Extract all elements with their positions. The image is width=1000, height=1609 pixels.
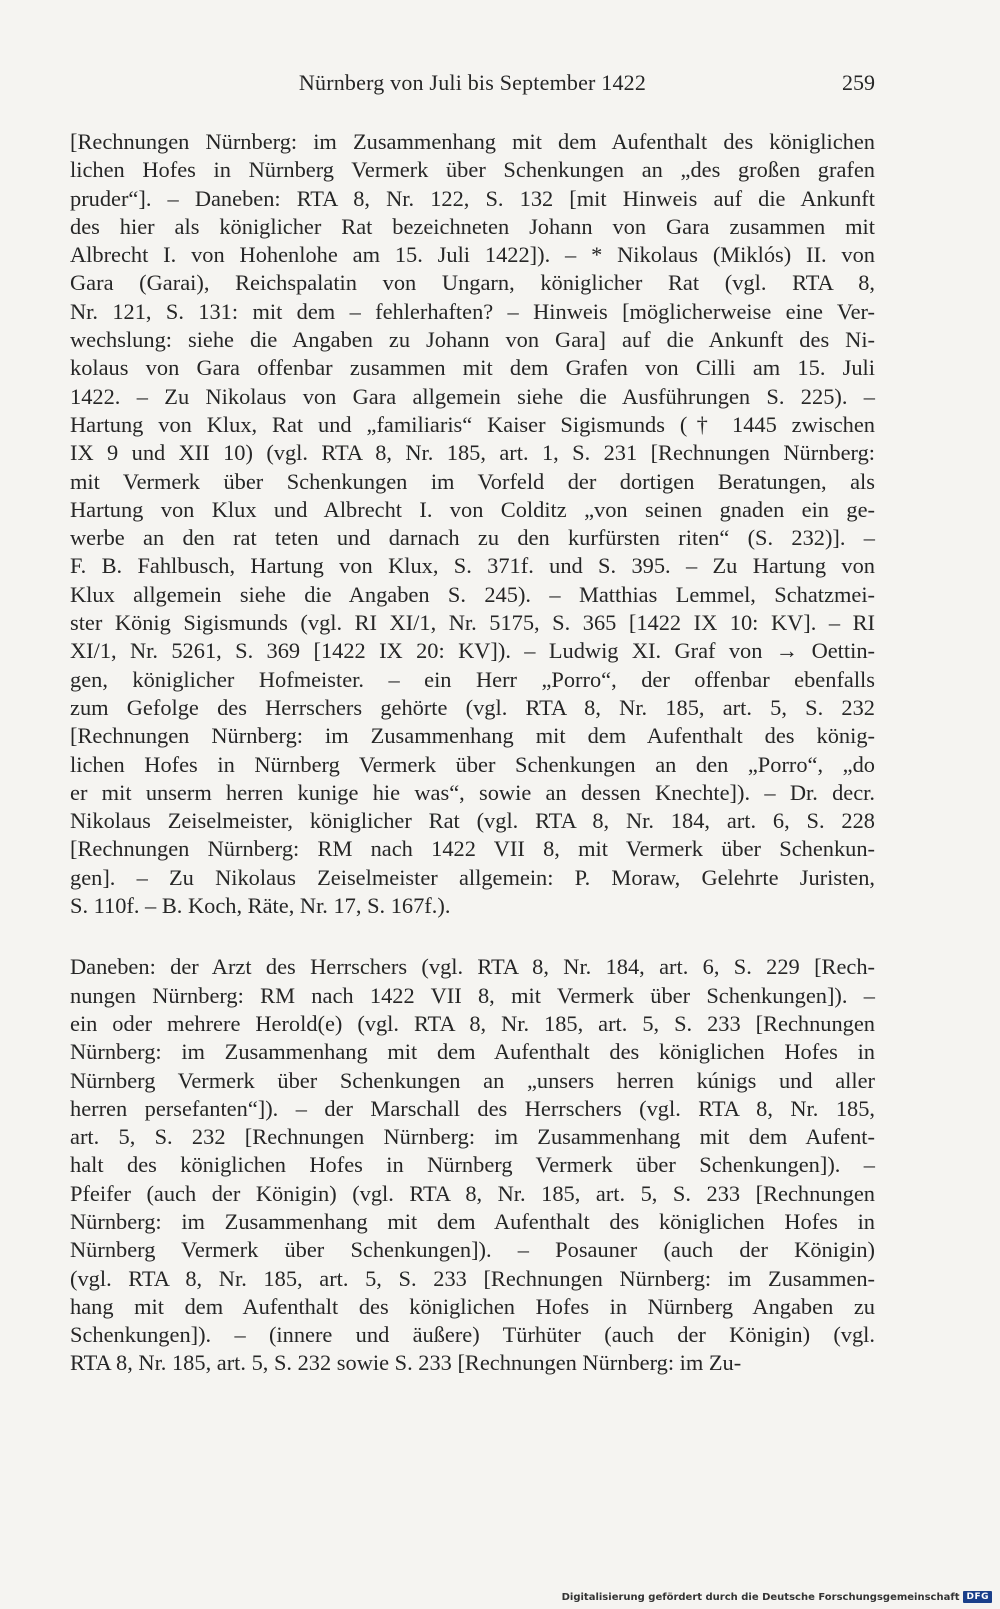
text-line: IX 9 und XII 10) (vgl. RTA 8, Nr. 185, art. 1, S. 231 [Rechnungen Nürnberg:	[70, 440, 875, 466]
text-line: er mit unserm herren kunige hie was“, sowie an dessen Knechte]). – Dr. decr.	[70, 779, 875, 805]
text-line: halt des königlichen Hofes in Nürnberg Vermerk über Schenkungen]). –	[70, 1152, 875, 1178]
text-line: ster König Sigismunds (vgl. RI XI/1, Nr. 5175, S. 365 [1422 IX 10: KV]. – RI	[70, 610, 875, 636]
dfg-logo: DFG	[963, 1591, 992, 1603]
text-line: kolaus von Gara offenbar zusammen mit dem Grafen von Cilli am 15. Juli	[70, 355, 875, 381]
text-line: ein oder mehrere Herold(e) (vgl. RTA 8, Nr. 185, art. 5, S. 233 [Rechnungen	[70, 1010, 875, 1036]
text-line: Klux allgemein siehe die Angaben S. 245). – Matthias Lemmel, Schatzmei-	[70, 581, 875, 607]
text-line: nungen Nürnberg: RM nach 1422 VII 8, mit Vermerk über Schenkungen]). –	[70, 982, 875, 1008]
paragraph	[70, 128, 875, 920]
text-line: lichen Hofes in Nürnberg Vermerk über Schenkungen an den „Porro“, „do	[70, 751, 875, 777]
text-line: Nikolaus Zeiselmeister, königlicher Rat (vgl. RTA 8, Nr. 184, art. 6, S. 228	[70, 808, 875, 834]
footer-credit-text: Digitalisierung gefördert durch die Deutsche Forschungsgemeinschaft	[561, 1591, 960, 1603]
text-line: Nürnberg: im Zusammenhang mit dem Aufenthalt des königlichen Hofes in	[70, 1039, 875, 1065]
text-line: Pfeifer (auch der Königin) (vgl. RTA 8, Nr. 185, art. 5, S. 233 [Rechnungen	[70, 1180, 875, 1206]
text-line: Nürnberg Vermerk über Schenkungen]). – Posauner (auch der Königin)	[70, 1237, 875, 1263]
text-line: RTA 8, Nr. 185, art. 5, S. 232 sowie S. 233 [Rechnungen Nürnberg: im Zu-	[70, 1350, 742, 1376]
running-title: Nürnberg von Juli bis September 1422	[298, 70, 647, 95]
text-line: 1422. – Zu Nikolaus von Gara allgemein siehe die Ausführungen S. 225). –	[70, 383, 875, 409]
text-line: Daneben: der Arzt des Herrschers (vgl. RTA 8, Nr. 184, art. 6, S. 229 [Rech-	[70, 954, 875, 980]
text-line: hang mit dem Aufenthalt des königlichen Hofes in Nürnberg Angaben zu	[70, 1293, 875, 1319]
text-line: XI/1, Nr. 5261, S. 369 [1422 IX 20: KV]). – Ludwig XI. Graf von → Oettin-	[70, 638, 875, 664]
text-line: lichen Hofes in Nürnberg Vermerk über Schenkungen an „des großen grafen	[70, 157, 875, 183]
text-line: des hier als königlicher Rat bezeichneten Johann von Gara zusammen mit	[70, 213, 875, 239]
text-line: zum Gefolge des Herrschers gehörte (vgl. RTA 8, Nr. 185, art. 5, S. 232	[70, 694, 875, 720]
text-line: Hartung von Klux, Rat und „familiaris“ Kaiser Sigismunds († 1445 zwischen	[70, 411, 875, 437]
text-line: Hartung von Klux und Albrecht I. von Colditz „von seinen gnaden ein ge-	[70, 496, 875, 522]
text-line: wechslung: siehe die Angaben zu Johann von Gara] auf die Ankunft des Ni-	[70, 327, 875, 353]
text-line: Nürnberg Vermerk über Schenkungen an „unsers herren kúnigs und aller	[70, 1067, 875, 1093]
text-line: Gara (Garai), Reichspalatin von Ungarn, königlicher Rat (vgl. RTA 8,	[70, 270, 875, 296]
text-line: [Rechnungen Nürnberg: im Zusammenhang mit dem Aufenthalt des königlichen	[70, 129, 875, 154]
text-line: S. 110f. – B. Koch, Räte, Nr. 17, S. 167f.).	[70, 893, 451, 919]
footer-credit	[562, 1591, 992, 1603]
text-line: Nürnberg: im Zusammenhang mit dem Aufenthalt des königlichen Hofes in	[70, 1208, 875, 1234]
text-line: [Rechnungen Nürnberg: im Zusammenhang mit dem Aufenthalt des könig-	[70, 723, 875, 749]
text-line: (vgl. RTA 8, Nr. 185, art. 5, S. 233 [Rechnungen Nürnberg: im Zusammen-	[70, 1265, 875, 1291]
body-text	[70, 128, 875, 1378]
text-line: pruder“]. – Daneben: RTA 8, Nr. 122, S. 132 [mit Hinweis auf die Ankunft	[70, 185, 875, 211]
text-line: gen]. – Zu Nikolaus Zeiselmeister allgemein: P. Moraw, Gelehrte Juristen,	[70, 864, 875, 890]
paragraph	[70, 953, 875, 1377]
text-line: mit Vermerk über Schenkungen im Vorfeld der dortigen Beratungen, als	[70, 468, 875, 494]
page-number: 259	[842, 70, 875, 95]
text-line: herren persefanten“]). – der Marschall des Herrschers (vgl. RTA 8, Nr. 185,	[70, 1095, 875, 1121]
text-line: Schenkungen]). – (innere und äußere) Türhüter (auch der Königin) (vgl.	[70, 1322, 875, 1348]
text-line: Nr. 121, S. 131: mit dem – fehlerhaften? – Hinweis [möglicherweise eine Ver-	[70, 298, 875, 324]
text-line: gen, königlicher Hofmeister. – ein Herr „Porro“, der offenbar ebenfalls	[70, 666, 875, 692]
running-header	[70, 70, 875, 102]
text-line: werbe an den rat teten und darnach zu den kurfürsten riten“ (S. 232)]. –	[70, 525, 875, 551]
text-line: art. 5, S. 232 [Rechnungen Nürnberg: im Zusammenhang mit dem Aufent-	[70, 1124, 875, 1150]
paragraph-gap	[70, 920, 875, 953]
text-line: F. B. Fahlbusch, Hartung von Klux, S. 371f. und S. 395. – Zu Hartung von	[70, 553, 875, 579]
text-line: [Rechnungen Nürnberg: RM nach 1422 VII 8, mit Vermerk über Schenkun-	[70, 836, 875, 862]
text-line: Albrecht I. von Hohenlohe am 15. Juli 1422]). – * Nikolaus (Miklós) II. von	[70, 242, 875, 268]
